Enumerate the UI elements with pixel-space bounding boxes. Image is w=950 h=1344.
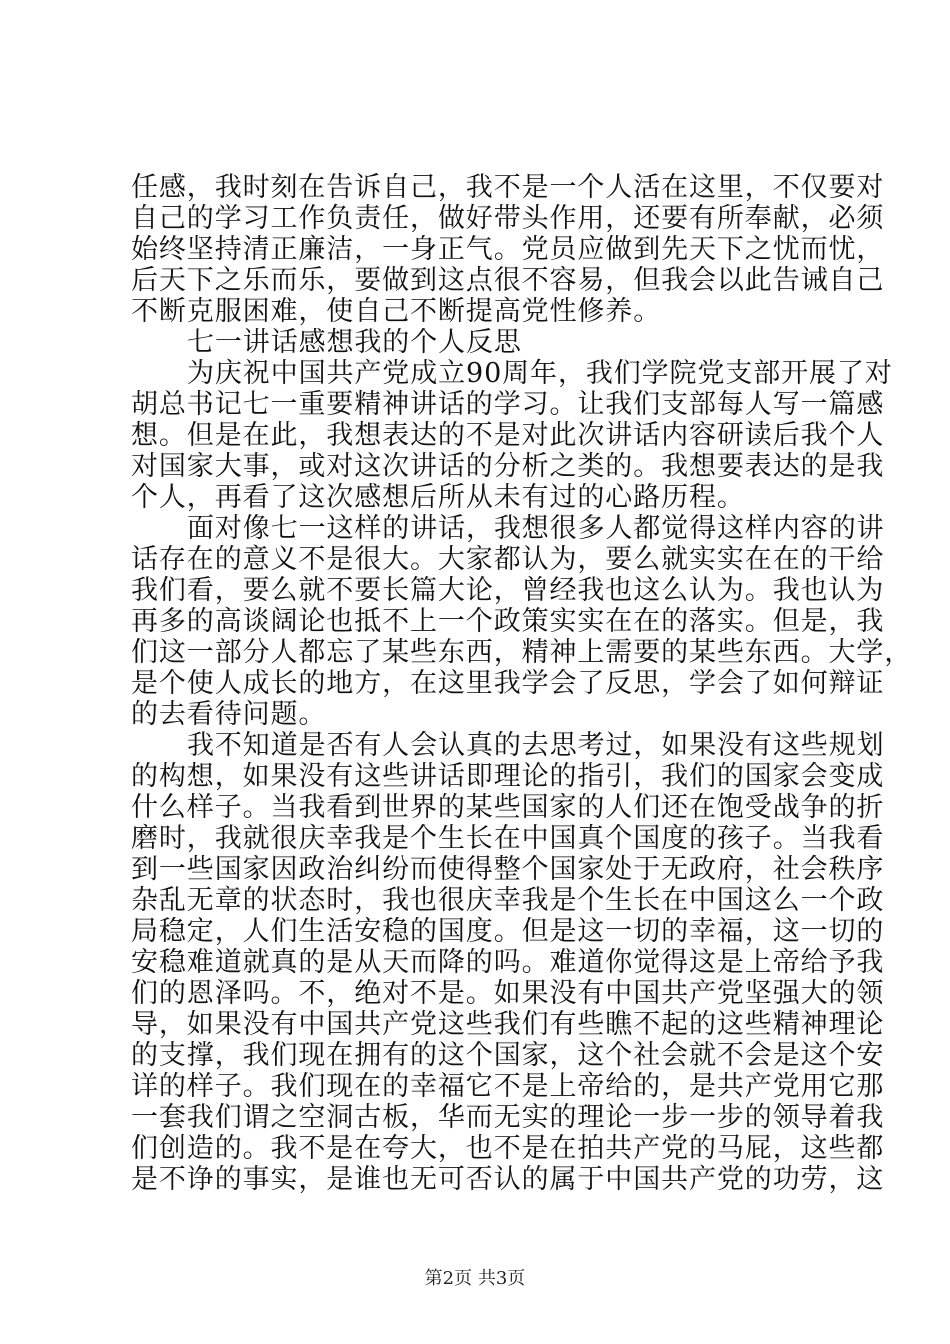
- text-line: 详的样子。我们现在的幸福它不是上帝给的，是共产党用它那: [131, 1071, 885, 1102]
- text-line: 胡总书记七一重要精神讲话的学习。让我们支部每人写一篇感: [131, 389, 885, 420]
- text-line: 面对像七一这样的讲话，我想很多人都觉得这样内容的讲: [187, 513, 885, 544]
- text-line: 想。但是在此，我想表达的不是对此次讲话内容研读后我个人: [131, 420, 885, 451]
- document-body: [131, 172, 913, 1195]
- text-line: 们的恩泽吗。不，绝对不是。如果没有中国共产党坚强大的领: [131, 978, 885, 1009]
- text-line: 们创造的。我不是在夸大，也不是在拍共产党的马屁，这些都: [131, 1133, 885, 1164]
- text-line: 什么样子。当我看到世界的某些国家的人们还在饱受战争的折: [131, 792, 885, 823]
- text-line: 始终坚持清正廉洁，一身正气。党员应做到先天下之忧而忧，: [131, 234, 885, 265]
- paragraph-1: [131, 172, 885, 327]
- paragraph-3: [131, 513, 913, 730]
- text-line: 导，如果没有中国共产党这些我们有些瞧不起的这些精神理论: [131, 1009, 885, 1040]
- text-line: 后天下之乐而乐，要做到这点很不容易，但我会以此告诫自己: [131, 265, 885, 296]
- text-line: 的去看待问题。: [131, 699, 327, 730]
- text-line: 是个使人成长的地方，在这里我学会了反思，学会了如何辩证: [131, 668, 885, 699]
- text-line: 我不知道是否有人会认真的去思考过，如果没有这些规划: [187, 730, 885, 761]
- text-line: 个人，再看了这次感想后所从未有过的心路历程。: [131, 482, 745, 513]
- text-line: 任感，我时刻在告诉自己，我不是一个人活在这里，不仅要对: [131, 172, 885, 203]
- text-line: 到一些国家因政治纠纷而使得整个国家处于无政府，社会秩序: [131, 854, 885, 885]
- page-number-footer: 第2页 共3页: [424, 1268, 526, 1289]
- text-line: 不断克服困难，使自己不断提高党性修养。: [131, 296, 662, 327]
- text-line: 安稳难道就真的是从天而降的吗。难道你觉得这是上帝给予我: [131, 947, 885, 978]
- text-line: 再多的高谈阔论也抵不上一个政策实实在在的落实。但是，我: [131, 606, 885, 637]
- text-line: 对国家大事，或对这次讲话的分析之类的。我想要表达的是我: [131, 451, 885, 482]
- text-line: 的支撑，我们现在拥有的这个国家，这个社会就不会是这个安: [131, 1040, 885, 1071]
- text-line: 磨时，我就很庆幸我是个生长在中国真个国度的孩子。当我看: [131, 823, 885, 854]
- text-line: 自己的学习工作负责任，做好带头作用，还要有所奉献，必须: [131, 203, 885, 234]
- text-line: 们这一部分人都忘了某些东西，精神上需要的某些东西。大学，: [131, 637, 913, 668]
- text-line: 的构想，如果没有这些讲话即理论的指引，我们的国家会变成: [131, 761, 885, 792]
- paragraph-2: [131, 358, 893, 513]
- text-line: 杂乱无章的状态时，我也很庆幸我是个生长在中国这么一个政: [131, 885, 885, 916]
- text-line: 一套我们谓之空洞古板，华而无实的理论一步一步的领导着我: [131, 1102, 885, 1133]
- section-heading: 七一讲话感想我的个人反思: [187, 327, 522, 358]
- text-line: 我们看，要么就不要长篇大论，曾经我也这么认为。我也认为: [131, 575, 885, 606]
- text-line: 话存在的意义不是很大。大家都认为，要么就实实在在的干给: [131, 544, 885, 575]
- text-line: 局稳定，人们生活安稳的国度。但是这一切的幸福，这一切的: [131, 916, 885, 947]
- text-line: 为庆祝中国共产党成立90周年，我们学院党支部开展了对: [187, 358, 893, 389]
- text-line: 是不诤的事实，是谁也无可否认的属于中国共产党的功劳，这: [131, 1164, 885, 1195]
- paragraph-4: [131, 730, 885, 1195]
